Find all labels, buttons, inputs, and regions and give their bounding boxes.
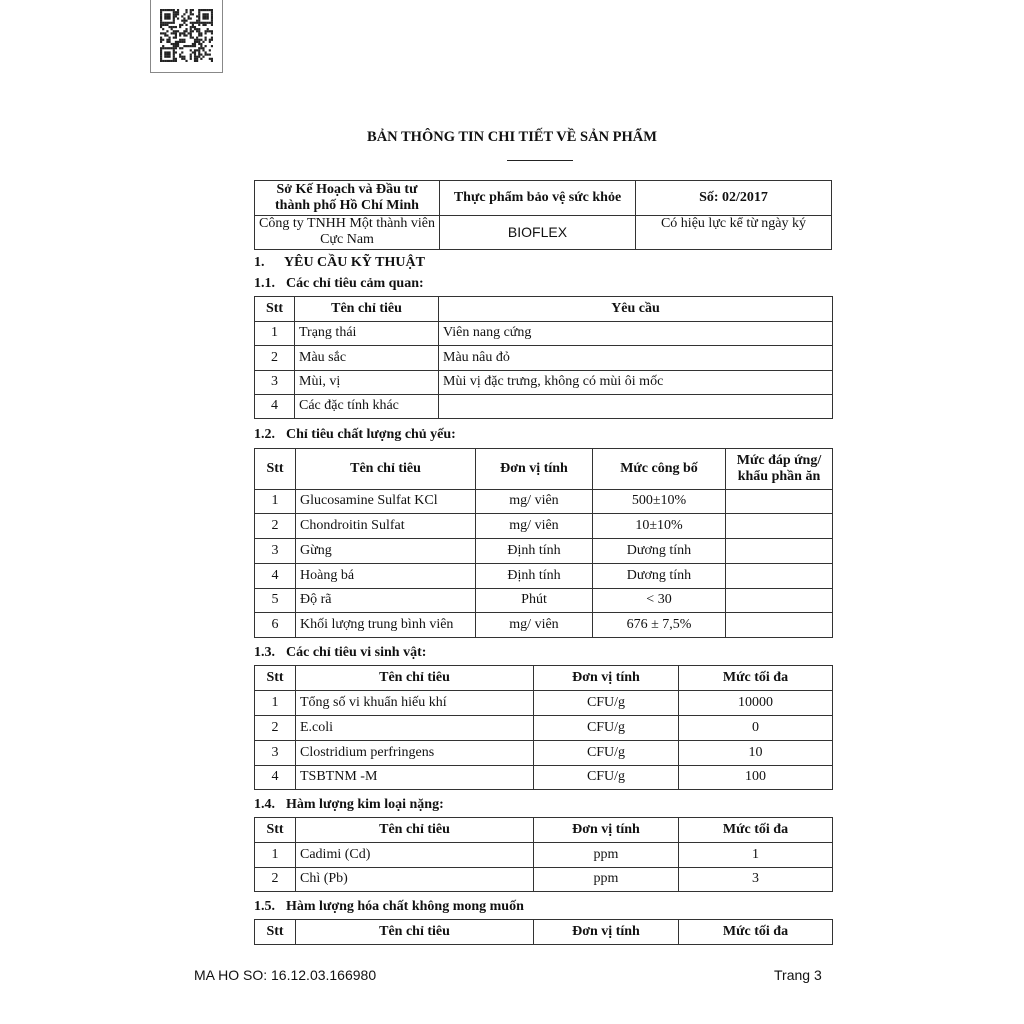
column-header: Đơn vị tính	[534, 666, 679, 691]
table-row	[255, 868, 833, 892]
criterion-name: TSBTNM -M	[296, 766, 534, 790]
criterion-name: Mùi, vị	[295, 371, 439, 395]
unit: CFU/g	[534, 716, 679, 741]
max-level: 1	[679, 843, 833, 868]
row-number: 2	[255, 716, 296, 741]
section-1-heading: 1. YÊU CẦU KỸ THUẬT	[254, 255, 425, 270]
document-title: BẢN THÔNG TIN CHI TIẾT VỀ SẢN PHẨM	[367, 129, 657, 145]
section-1-2-heading: 1.2. Chỉ tiêu chất lượng chủ yếu:	[254, 427, 456, 442]
max-level: 100	[679, 766, 833, 790]
quality-table	[254, 448, 833, 638]
declared-level: Dương tính	[593, 564, 726, 589]
table-row	[255, 539, 833, 564]
criterion-name: Clostridium perfringens	[296, 741, 534, 766]
unit: mg/ viên	[476, 514, 593, 539]
row-number: 3	[255, 539, 296, 564]
table-row	[255, 766, 833, 790]
column-header: Đơn vị tính	[534, 818, 679, 843]
microbiology-table	[254, 665, 833, 790]
section-1-3-heading: 1.3. Các chỉ tiêu vi sinh vật:	[254, 645, 427, 660]
page-number: Trang 3	[774, 967, 822, 983]
criterion-name: Gừng	[296, 539, 476, 564]
criterion-name: Chì (Pb)	[296, 868, 534, 892]
unit: ppm	[534, 843, 679, 868]
requirement: Màu nâu đỏ	[439, 346, 833, 371]
table-row	[255, 346, 833, 371]
unit: Phút	[476, 589, 593, 613]
document-number: Số: 02/2017	[636, 181, 832, 216]
heavy-metals-table	[254, 817, 833, 892]
column-header: Đơn vị tính	[534, 920, 679, 945]
criterion-name: Hoàng bá	[296, 564, 476, 589]
unwanted-chemicals-table	[254, 919, 833, 945]
unit: mg/ viên	[476, 490, 593, 514]
max-level: 10000	[679, 691, 833, 716]
criterion-name: Khối lượng trung bình viên	[296, 613, 476, 638]
section-1-4-heading: 1.4. Hàm lượng kim loại nặng:	[254, 797, 444, 812]
criterion-name: Trạng thái	[295, 322, 439, 346]
max-level: 0	[679, 716, 833, 741]
table-row	[255, 514, 833, 539]
column-header: Stt	[255, 449, 296, 490]
criterion-name: Chondroitin Sulfat	[296, 514, 476, 539]
section-1-1-heading: 1.1. Các chỉ tiêu cảm quan:	[254, 276, 424, 291]
requirement	[439, 395, 833, 419]
column-header: Tên chỉ tiêu	[296, 666, 534, 691]
sensory-table	[254, 296, 833, 419]
section-1-5-heading: 1.5. Hàm lượng hóa chất không mong muốn	[254, 899, 524, 914]
issuing-agency: Sở Kế Hoạch và Đầu tư thành phố Hồ Chí Minh	[255, 181, 440, 216]
criterion-name: Cadimi (Cd)	[296, 843, 534, 868]
table-row	[255, 371, 833, 395]
table-row	[255, 564, 833, 589]
column-header: Tên chỉ tiêu	[296, 920, 534, 945]
criterion-name: Tổng số vi khuẩn hiếu khí	[296, 691, 534, 716]
table-row	[255, 490, 833, 514]
unit: CFU/g	[534, 766, 679, 790]
criterion-name: Độ rã	[296, 589, 476, 613]
product-name: BIOFLEX	[440, 216, 636, 250]
unit: CFU/g	[534, 741, 679, 766]
serving-level	[726, 539, 833, 564]
table-row	[255, 843, 833, 868]
column-header: Đơn vị tính	[476, 449, 593, 490]
max-level: 10	[679, 741, 833, 766]
declared-level: 500±10%	[593, 490, 726, 514]
table-row	[255, 741, 833, 766]
row-number: 1	[255, 490, 296, 514]
unit: Định tính	[476, 539, 593, 564]
unit: CFU/g	[534, 691, 679, 716]
row-number: 4	[255, 766, 296, 790]
row-number: 2	[255, 868, 296, 892]
row-number: 3	[255, 741, 296, 766]
unit: Định tính	[476, 564, 593, 589]
qr-code	[150, 0, 223, 73]
criterion-name: Glucosamine Sulfat KCl	[296, 490, 476, 514]
column-header: Mức tối đa	[679, 666, 833, 691]
declared-level: 676 ± 7,5%	[593, 613, 726, 638]
column-header: Tên chỉ tiêu	[296, 818, 534, 843]
declared-level: 10±10%	[593, 514, 726, 539]
serving-level	[726, 564, 833, 589]
serving-level	[726, 589, 833, 613]
requirement: Mùi vị đặc trưng, không có mùi ôi mốc	[439, 371, 833, 395]
column-header: Stt	[255, 666, 296, 691]
row-number: 2	[255, 514, 296, 539]
serving-level	[726, 613, 833, 638]
table-row	[255, 395, 833, 419]
table-row	[255, 322, 833, 346]
table-row	[255, 589, 833, 613]
serving-level	[726, 490, 833, 514]
max-level: 3	[679, 868, 833, 892]
declared-level: < 30	[593, 589, 726, 613]
column-header: Tên chỉ tiêu	[295, 297, 439, 322]
row-number: 2	[255, 346, 295, 371]
row-number: 4	[255, 395, 295, 419]
row-number: 1	[255, 322, 295, 346]
column-header: Mức công bố	[593, 449, 726, 490]
unit: mg/ viên	[476, 613, 593, 638]
column-header: Mức tối đa	[679, 818, 833, 843]
column-header: Stt	[255, 818, 296, 843]
qr-code-pattern	[160, 9, 213, 62]
record-number: MA HO SO: 16.12.03.166980	[194, 967, 377, 983]
table-row	[255, 716, 833, 741]
column-header: Mức đáp ứng/ khẩu phần ăn	[726, 449, 833, 490]
row-number: 6	[255, 613, 296, 638]
row-number: 5	[255, 589, 296, 613]
header-table	[254, 180, 832, 250]
company-name: Công ty TNHH Một thành viên Cực Nam	[255, 216, 440, 250]
unit: ppm	[534, 868, 679, 892]
criterion-name: Các đặc tính khác	[295, 395, 439, 419]
column-header: Stt	[255, 297, 295, 322]
column-header: Mức tối đa	[679, 920, 833, 945]
row-number: 1	[255, 691, 296, 716]
title-underline	[507, 160, 573, 161]
row-number: 3	[255, 371, 295, 395]
table-row	[255, 613, 833, 638]
column-header: Stt	[255, 920, 296, 945]
product-category: Thực phẩm bảo vệ sức khỏe	[440, 181, 636, 216]
table-row	[255, 691, 833, 716]
declared-level: Dương tính	[593, 539, 726, 564]
validity-note: Có hiệu lực kể từ ngày ký	[636, 216, 832, 250]
column-header: Tên chỉ tiêu	[296, 449, 476, 490]
criterion-name: Màu sắc	[295, 346, 439, 371]
requirement: Viên nang cứng	[439, 322, 833, 346]
criterion-name: E.coli	[296, 716, 534, 741]
row-number: 4	[255, 564, 296, 589]
column-header: Yêu cầu	[439, 297, 833, 322]
serving-level	[726, 514, 833, 539]
row-number: 1	[255, 843, 296, 868]
